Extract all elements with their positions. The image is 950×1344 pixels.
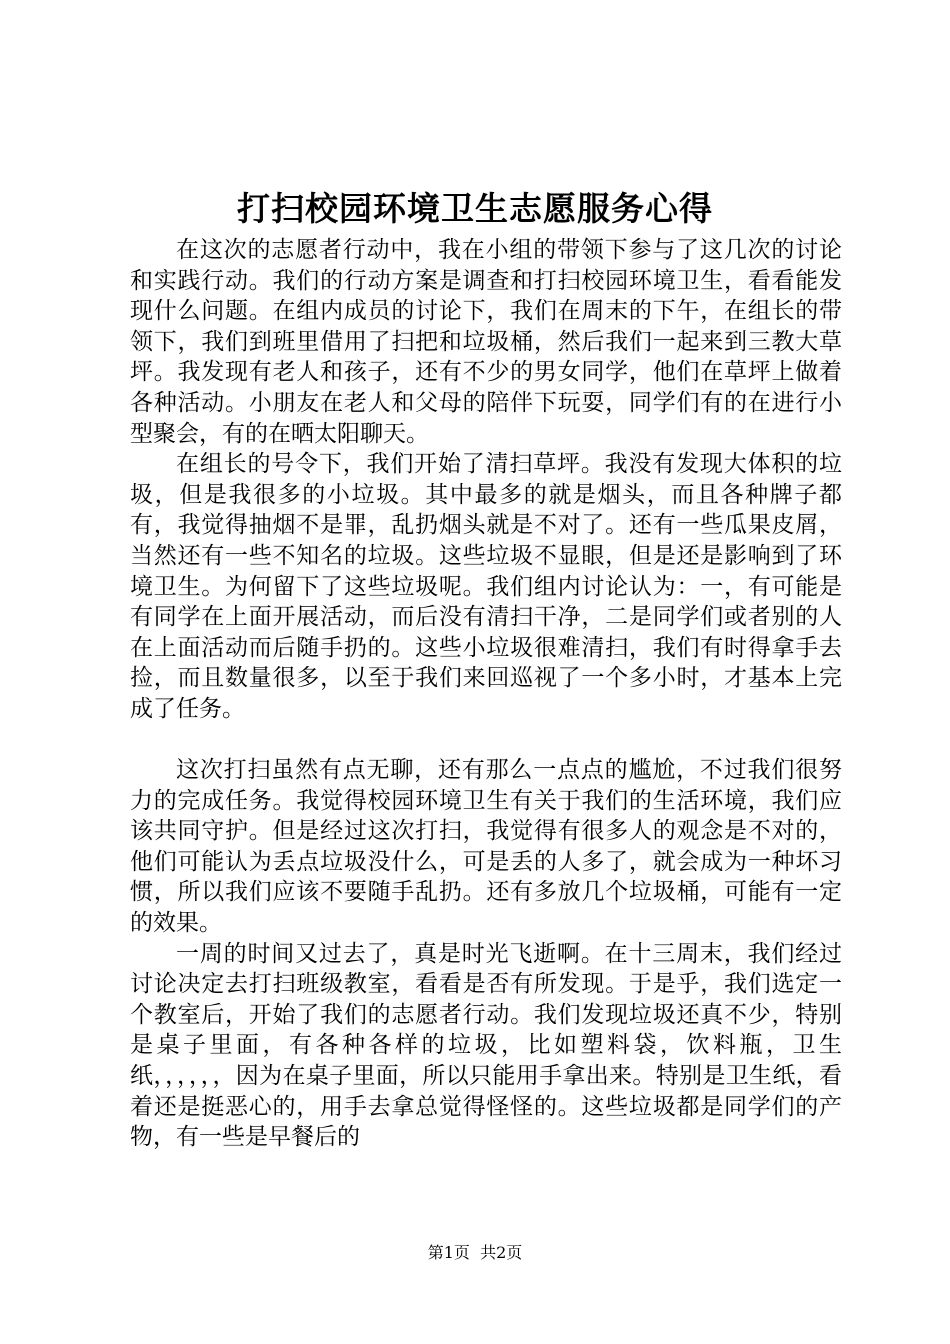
paragraph-4: 一周的时间又过去了，真是时光飞逝啊。在十三周末，我们经过讨论决定去打扫班级教室，看看是否有所发现。于是乎，我们选定一个教室后，开始了我们的志愿者行动。我们发现垃圾还真不少，特别是桌子里面，有各种各样的垃圾，比如塑料袋，饮料瓶，卫生纸，，，，，，因为在桌子里面，所以只能用手拿出来。特别是卫生纸，看着还是挺恶心的，用手去拿总觉得怪怪的。这些垃圾都是同学们的产物，有一些是早餐后的 — [130, 940, 842, 1151]
page-footer — [0, 1243, 950, 1263]
paragraph-3: 这次打扫虽然有点无聊，还有那么一点点的尴尬，不过我们很努力的完成任务。我觉得校园环境卫生有关于我们的生活环境，我们应该共同守护。但是经过这次打扫，我觉得有很多人的观念是不对的，他们可能认为丢点垃圾没什么，可是丢的人多了，就会成为一种坏习惯，所以我们应该不要随手乱扔。还有多放几个垃圾桶，可能有一定的效果。 — [130, 757, 842, 937]
paragraph-2: 在组长的号令下，我们开始了清扫草坪。我没有发现大体积的垃圾，但是我很多的小垃圾。其中最多的就是烟头，而且各种牌子都有，我觉得抽烟不是罪，乱扔烟头就是不对了。还有一些瓜果皮屑，当然还有一些不知名的垃圾。这些垃圾不显眼，但是还是影响到了环境卫生。为何留下了这些垃圾呢。我们组内讨论认为：一，有可能是有同学在上面开展活动，而后没有清扫干净，二是同学们或者别的人在上面活动而后随手扔的。这些小垃圾很难清扫，我们有时得拿手去捡，而且数量很多，以至于我们来回巡视了一个多小时，才基本上完成了任务。 — [130, 451, 842, 722]
page-total: 共2页 — [480, 1243, 523, 1262]
document-body — [130, 235, 842, 1153]
page-number: 第1页 — [427, 1243, 470, 1262]
document-title: 打扫校园环境卫生志愿服务心得 — [237, 189, 713, 228]
paragraph-1: 在这次的志愿者行动中，我在小组的带领下参与了这几次的讨论和实践行动。我们的行动方案是调查和打扫校园环境卫生，看看能发现什么问题。在组内成员的讨论下，我们在周末的下午，在组长的带领下，我们到班里借用了扫把和垃圾桶，然后我们一起来到三教大草坪。我发现有老人和孩子，还有不少的男女同学，他们在草坪上做着各种活动。小朋友在老人和父母的陪伴下玩耍，同学们有的在进行小型聚会，有的在晒太阳聊天。 — [130, 237, 842, 447]
paragraph-spacer — [130, 725, 842, 756]
